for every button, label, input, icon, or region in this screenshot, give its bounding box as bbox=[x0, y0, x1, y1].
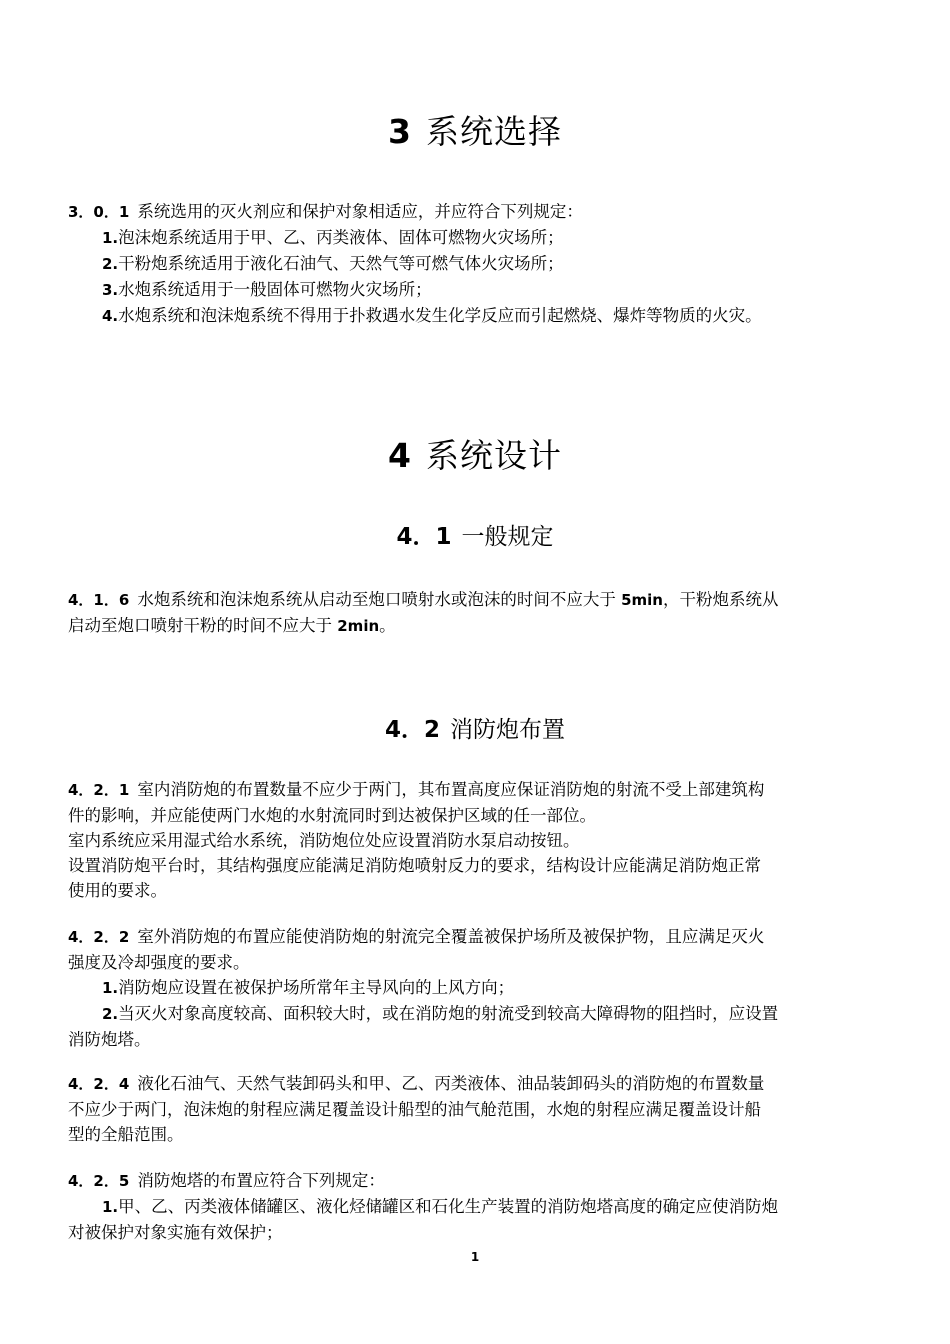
clause-4-2-5: 4．2．5 消防炮塔的布置应符合下列规定： 1.甲、乙、丙类液体储罐区、液化烃储罐区和石化生产装置的消防炮塔高度的确定应使消防炮 对被保护对象实施有效保护； bbox=[68, 1168, 886, 1245]
list-item: 4.水炮系统和泡沫炮系统不得用于扑救遇水发生化学反应而引起燃烧、爆炸等物质的火灾。 bbox=[102, 306, 762, 325]
page-number: 1 bbox=[470, 1250, 480, 1264]
clause-number: 4．2．5 bbox=[68, 1172, 130, 1190]
section-4-2-heading bbox=[0, 711, 950, 744]
section-number: 4．2 bbox=[384, 717, 440, 743]
clause-4-2-2: 4．2．2 室外消防炮的布置应能使消防炮的射流完全覆盖被保护场所及被保护物，且应满足灭火 强度及冷却强度的要求。 1.消防炮应设置在被保护场所常年主导风向的上风方向； 2.当灭火对象高度较高、面积较大时，或在消防炮的射流受到较高大障碍物的阻挡时，应设置 消防炮塔。 bbox=[68, 924, 886, 1052]
chapter-4-heading bbox=[0, 430, 950, 477]
clause-number: 4．2．4 bbox=[68, 1075, 130, 1093]
chapter-number: 3 bbox=[388, 112, 412, 151]
list-item: 2.干粉炮系统适用于液化石油气、天然气等可燃气体火灾场所； bbox=[102, 254, 564, 273]
clause-number: 4．2．1 bbox=[68, 781, 130, 799]
clause-number: 4．1．6 bbox=[68, 591, 130, 609]
clause-3-0-1 bbox=[68, 199, 886, 329]
clause-number: 4．2．2 bbox=[68, 928, 130, 946]
list-item: 1.泡沫炮系统适用于甲、乙、丙类液体、固体可燃物火灾场所； bbox=[102, 228, 564, 247]
chapter-3-heading bbox=[0, 106, 950, 153]
list-item: 2.当灭火对象高度较高、面积较大时，或在消防炮的射流受到较高大障碍物的阻挡时，应设置 bbox=[102, 1004, 779, 1023]
section-number: 4．1 bbox=[396, 524, 452, 550]
clause-4-1-6: 4．1．6 水炮系统和泡沫炮系统从启动至炮口喷射水或泡沫的时间不应大于 5min，干粉炮系统从 启动至炮口喷射干粉的时间不应大于 2min。 bbox=[68, 590, 779, 635]
list-item: 1.甲、乙、丙类液体储罐区、液化烃储罐区和石化生产装置的消防炮塔高度的确定应使消防炮 bbox=[102, 1197, 779, 1216]
clause-4-2-4: 4．2．4 液化石油气、天然气装卸码头和甲、乙、丙类液体、油品装卸码头的消防炮的布置数量 不应少于两门，泡沫炮的射程应满足覆盖设计船型的油气舱范围，水炮的射程应满足覆盖设计船 型的全船范围。 bbox=[68, 1074, 765, 1144]
time-value: 5min bbox=[621, 591, 663, 609]
section-title: 一般规定 bbox=[461, 524, 554, 550]
chapter-title: 系统选择 bbox=[425, 112, 562, 151]
clause-4-2-1: 4．2．1 室内消防炮的布置数量不应少于两门，其布置高度应保证消防炮的射流不受上部建筑构 件的影响，并应能使两门水炮的水射流同时到达被保护区域的任一部位。 室内系统应采用湿式给水系统，消防炮位处应设置消防水泵启动按钮。 设置消防炮平台时，其结构强度应能满足消防炮喷射反力的要求，结构设计应能满足消防炮正常 使用的要求。 bbox=[68, 780, 765, 900]
section-4-1-heading bbox=[0, 518, 950, 551]
list-item: 3.水炮系统适用于一般固体可燃物火灾场所； bbox=[102, 280, 432, 299]
clause-number: 3．0．1 bbox=[68, 203, 130, 221]
list-item: 1.消防炮应设置在被保护场所常年主导风向的上风方向； bbox=[102, 978, 515, 997]
time-value: 2min bbox=[337, 617, 380, 635]
chapter-title: 系统设计 bbox=[425, 436, 562, 475]
chapter-number: 4 bbox=[388, 436, 412, 475]
section-title: 消防炮布置 bbox=[450, 717, 565, 743]
clause-text: 系统选用的灭火剂应和保护对象相适应，并应符合下列规定： bbox=[137, 202, 583, 221]
